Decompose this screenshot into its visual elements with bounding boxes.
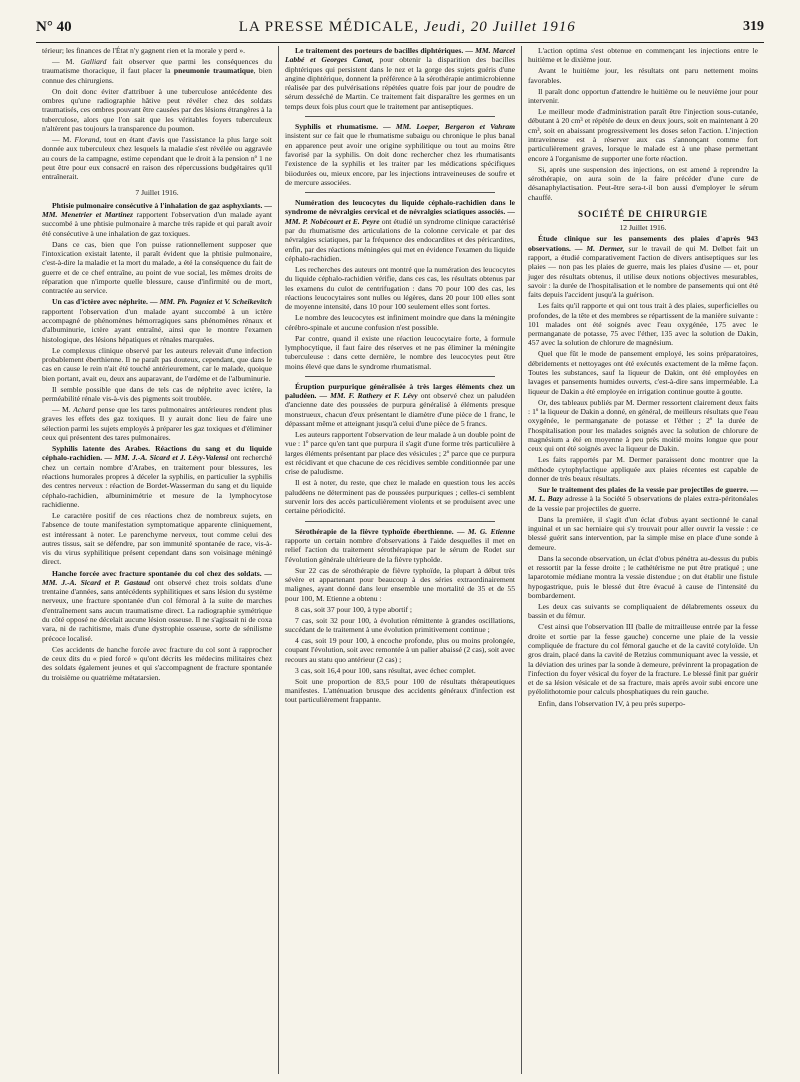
paragraph: Ces accidents de hanche forcée avec fracture du col sont à rapprocher de ceux dits du « pied forcé » qu'ont décrits les médecins militaires chez des soldats également jeunes et qui s'accompagnent de fracture spontanée du troisième ou quatrième métatarsien.	[42, 644, 272, 682]
article-heading: Syphilis et rhumatisme. — MM. Loeper, Bergeron et Vahram insistent sur ce fait que le rhumatisme subaigu ou chronique le plus banal en apparence peut avoir une origine syphilitique ou tout au moins être favorisé par la syphilis. On doit donc rechercher chez les rhumatisants l'existence de la syphilis et les traiter par les médications spécifiques biiodurées ou, mieux encore, par les injections intraveineuses de soufre et de mercure associées.	[285, 122, 516, 187]
paragraph: Il paraît donc opportun d'attendre le huitième ou le neuvième jour pour intervenir.	[528, 86, 758, 106]
paragraph: Quel que fût le mode de pansement employé, les soins préparatoires, débridements et nettoyages ont été exécutés exactement de la même façon. Toutes les substances, sauf la liqueur de Dakin, ont été employées en lavages et pansements humides ouverts, c'est-à-dire sans imperméable. La liqueur de Dakin a été employée en irrigation continue goutte à goutte.	[528, 349, 758, 396]
article-heading: Syphilis latente des Arabes. Réactions du sang et du liquide céphalo-rachidien. — MM. J.-A. Sicard et J. Lévy-Valensi ont recherché chez un certain nombre d'Arabes, en traitement pour blessures, les réactions humorales propres à déceler la syphilis, en particulier la syphilis des centres nerveux : réaction de Bordet-Wasserman du sang et du liquide céphalo-rachidien, albuminimétrie et mesure de la lymphocytose rachidienne.	[42, 444, 272, 509]
article-heading: Sur le traitement des plaies de la vessie par projectiles de guerre. — M. L. Bazy adresse à la Société 5 observations de plaies extra-péritonéales de la vessie par projectiles de guerre.	[528, 485, 759, 513]
paragraph: — M. Galliard fait observer que parmi les conséquences du traumatisme thoracique, il faut placer la pneumonie traumatique, bien connue des chirurgiens.	[42, 57, 273, 85]
column-1	[36, 46, 278, 1074]
column-2	[278, 46, 521, 1074]
paragraph: Soit une proportion de 83,5 pour 100 de résultats thérapeutiques manifestes. L'atténuation brusque des accidents généraux d'infection est tout particulièrement frappante.	[285, 676, 515, 705]
article-heading: Sérothérapie de la fièvre typhoïde éberthienne. — M. G. Etienne rapporte un certain nombre d'observations à l'aide desquelles il met en relief l'action du traitement sérothérapique par le sérum de Rodet sur l'évolution générale ultérieure de la fièvre typhoïde.	[285, 526, 515, 564]
paragraph: L'action optima s'est obtenue en commençant les injections entre le huitième et le dixième jour.	[528, 46, 758, 65]
divider	[305, 376, 495, 377]
article-heading: Phtisie pulmonaire consécutive à l'inhalation de gaz asphyxiants. — MM. Menetrier et Martinez rapportent l'observation d'un malade ayant succombé à une phtisie pulmonaire à marche très rapide et qui paraît avoir été consécutive à une inhalation de gaz toxiques.	[42, 200, 272, 238]
paragraph: Or, des tableaux publiés par M. Dermer ressortent clairement deux faits : 1º la liqueur de Dakin a donné, en général, de meilleurs résultats que l'eau oxygénée, le permanganate de potasse et l'éther ; 2º la durée de l'hospitalisation pour les malades soignés avec la solution de chlorure de magnésium a été en moyenne à peu près moitié moins longue que pour ceux qui ont été soignés avec la liqueur de Dakin.	[528, 397, 758, 454]
journal-name: LA PRESSE MÉDICALE,	[238, 18, 420, 35]
article-heading: Le traitement des porteurs de bacilles diphtériques. — MM. Marcel Labbé et Georges Canat, pour obtenir la disparition des bacilles diphtériques qui persistent dans le nez et la gorge des sujets guéris d'une angine diphtérique, donnent la préférence à la sérothérapie antimicrobienne réalisée par des pulvérisations répétées quatre fois par jour de poudre de sérum desséché de Martin. Ce traitement fait disparaître les germes en un temps deux fois plus court que le traitement par antiseptiques.	[285, 46, 515, 111]
paragraph: Les faits rapportés par M. Dermer paraissent donc montrer que la méthode cytophylactique appliquée aux plaies récentes est capable de donner de très beaux résultats.	[528, 455, 758, 483]
divider	[305, 192, 495, 193]
column-3	[521, 46, 764, 1074]
paragraph: Les auteurs rapportent l'observation de leur malade à un double point de vue : 1º parce qu'en tant que purpura il s'agit d'une forme très particulière à larges éléments présentant par place des vésicules ; 2º parce que ce purpura est récidivant et que chacune de ces récidives semble conditionnée par une crise de paludisme.	[285, 430, 515, 477]
article-heading: Éruption purpurique généralisée à très larges éléments chez un paludéen. — MM. F. Rathery et F. Lévy ont observé chez un paludéen d'ancienne date des poussées de purpura généralisé à éléments presque monstrueux, chacun d'eux présentant le diamètre d'une pièce de 1 franc, le dépassant même et atteignant jusqu'à celui d'une pièce de 5 francs.	[285, 381, 515, 429]
paragraph: C'est ainsi que l'observation III (balle de mitrailleuse entrée par la fesse droite et sortie par la fesse gauche) concerne une plaie de la vessie compliquée de fracture du col fémoral gauche et de la cavité cotyloïde. Un gros drain, placé dans la cavité de Retzius communiquant avec la vessie, et la déviation des urines par la sonde à demeure, prévinrent la propagation de l'infection du foyer vésical du foyer de la fracture. Le blessé finit par guérir et de sa lésion vésicale et de sa fracture, mais après avoir subi encore une pyélolithotomie pour calculs phosphatiques du rein gauche.	[528, 622, 758, 697]
paragraph: Le complexus clinique observé par les auteurs relevait d'une infection probablement éberthienne. Il ne paraît pas douteux, cependant, que dans le cas en cause le rein n'ait été touché antérieurement, car le malade, quoique bien portant, avait eu, deux ans auparavant, de l'œdème et de l'albuminurie.	[42, 345, 272, 383]
list-item: 7 cas, soit 32 pour 100, à évolution rémittente à grandes oscillations, succédant de le traitement à une évolution primitivement continue ;	[285, 615, 515, 634]
paragraph: Le nombre des leucocytes est infiniment moindre que dans la méningite cérébro-spinale et aucune confusion n'est possible.	[285, 313, 515, 332]
paragraph: térieur; les finances de l'État n'y gagnent rien et la morale y perd ».	[42, 46, 246, 55]
society-date: 12 Juillet 1916.	[619, 223, 667, 233]
list-item: 8 cas, soit 37 pour 100, à type abortif ;	[295, 604, 413, 614]
journal-title	[239, 19, 576, 36]
list-item: 4 cas, soit 19 pour 100, à encoche profonde, plus ou moins prolongée, coupant l'évolution, soit avec remontée à un palier abaissé (2 cas), soit avec recours au statu quo antérieur (2 cas) ;	[285, 636, 515, 664]
section-date: 7 Juillet 1916.	[135, 187, 179, 197]
issue-number: N° 40	[36, 18, 72, 35]
paragraph: Sur 22 cas de sérothérapie de fièvre typhoïde, la plupart à début très sévère et appartenant pour beaucoup à des séries extraordinairement malignes, ayant donné dans leur ensemble une mortalité de 35 et de 55 pour 100, M. Etienne a obtenu :	[285, 565, 515, 603]
paragraph: Le caractère positif de ces réactions chez de nombreux sujets, en l'absence de toute manifestation symptomatique apparente cliniquement, est intéressant à noter. Le parenchyme nerveux, tout comme celui des autres tissus, sait se défendre, par son immunité spontanée de race, vis-à-vis du virus syphilitique présent cependant dans son voisinage méningé direct.	[42, 510, 272, 567]
paragraph: — M. Achard pense que les tares pulmonaires antérieures rendent plus graves les effets des gaz toxiques. Il y aurait donc lieu de faire une sélection parmi les sujets employés à préparer les gaz toxiques et d'éliminer ceux qui présentent des tares pulmonaires.	[42, 405, 272, 442]
page-header	[36, 12, 764, 43]
paragraph: Il semble possible que dans de tels cas de néphrite avec ictère, la perméabilité rénale vis-à-vis des pigments soit troublée.	[42, 384, 272, 403]
paragraph: Dans la première, il s'agit d'un éclat d'obus ayant sectionné le canal inguinal et un sac herniaire qui s'y trouvait pour aller ouvrir la vessie : ce blessé guérit sans intervention, par la simple mise en place d'une sonde à demeure.	[528, 514, 758, 552]
heading-rule	[623, 220, 663, 221]
page-number: 319	[742, 19, 764, 34]
issue-date: Jeudi, 20 Juillet 1916	[423, 18, 576, 35]
society-heading: SOCIÉTÉ DE CHIRURGIE	[577, 208, 709, 219]
columns	[36, 46, 764, 1074]
paragraph: Il est à noter, du reste, que chez le malade en question tous les accès paludéens ne déterminent pas de poussées purpuriques ; celles-ci semblent survenir lors des accès particulièrement violents et se produisent avec une certaine périodicité.	[285, 478, 515, 516]
paragraph: Avant le huitième jour, les résultats ont paru nettement moins favorables.	[528, 66, 758, 85]
article-heading: Étude clinique sur les pansements des plaies d'après 943 observations. — M. Dermer, sur le travail de qui M. Delbet fait un rapport, a étudié comparativement l'action de divers antiseptiques sur les plaies — non pas les plaies de guerre, mais les plaies d'usine — et, pour juger des résultats obtenus, il utilise deux notions objectives mesurables, savoir : la durée de l'hospitalisation et le nombre de pansements qui ont été faits depuis l'accident jusqu'à la guérison.	[528, 234, 759, 300]
paragraph: Le meilleur mode d'administration paraît être l'injection sous-cutanée, débutant à 20 cm³ et répétée de deux en deux jours, soit en maintenant à 20 cm³, soit en abaissant progressivement les doses selon l'action. L'injection intraveineuse est à réserver aux cas s'annonçant comme fort particulièrement graves, lorsque le malade est à une phase permettant encore à l'organisme de supporter une forte réaction.	[528, 107, 758, 163]
article-heading: Numération des leucocytes du liquide céphalo-rachidien dans le syndrome de névralgies cervical et de névralgies sciatiques associés. — MM. P. Nobécourt et E. Peyre ont étudié un syndrome clinique caractérisé par du rhumatisme des articulations de la colonne cervicale et par des névralgies sciatiques, par la fréquence des endocardites et des péricardites, enfin, par des réactions méningées qui met en évidence l'examen du liquide céphalo-rachidien.	[285, 198, 515, 263]
paragraph: Dans la seconde observation, un éclat d'obus pénétra au-dessus du pubis et ressortit par la fesse droite ; le cathétérisme ne put être pratiqué ; une laparotomie médiane montra la vessie distendue ; on dut établir une fistule hypogastrique, puis le blessé dut être évacué à cause de l'intensité du bombardement.	[528, 553, 758, 600]
paragraph: Dans ce cas, bien que l'on puisse rationnellement supposer que l'intoxication existait latente, il paraît évident que la phtisie pulmonaire, c'est-à-dire la maladie et la mort du malade, a été la conséquence du fait de guerre et de ce chef entraîne, au point de vue social, les mêmes droits de réparation que n'importe quelle blessure, cause d'infirmité ou de mort, contractée au service.	[42, 239, 272, 296]
paragraph: — M. Florand, tout en étant d'avis que l'assistance la plus large soit donnée aux tuberculeux chez lesquels la maladie s'est révélée ou aggravée au cours de la campagne, estime cependant que le droit à la pension nº 1 ne peut être pour eux consacré en raison des répercussions budgétaires qu'il entraînerait.	[42, 135, 272, 182]
divider	[305, 521, 495, 522]
article-heading: Un cas d'ictère avec néphrite. — MM. Ph. Pagniez et V. Scheikevitch rapportent l'observation d'un malade ayant succombé à un ictère accompagné de phénomènes hémorragiques sans phénomènes rénaux et d'albuminurie, ictère ayant entraîné, ainsi que le montre l'examen histologique, des lésions hépatiques et rénales marquées.	[42, 297, 272, 344]
paragraph: Si, après une suspension des injections, on est amené à reprendre la sérothérapie, on aura soin de la faire précéder d'une cure de désanaphylactisation. Peut-être sera-t-il bon aussi d'employer le sérum chauffé.	[528, 164, 758, 202]
article-heading: Hanche forcée avec fracture spontanée du col chez des soldats. — MM. J.-A. Sicard et P. Gastaud ont observé chez trois soldats d'une trentaine d'années, sans antécédents syphilitiques et sans lésion du système nerveux, une fracture spontanée d'un col fémoral à la suite de marches d'entraînement sans aucun traumatisme direct. La radiographie symétrique du côté opposé ne décelait aucune lésion osseuse. Il ne s'agissait ni de coxa vara, ni de rachitisme, mais d'une dystrophie osseuse, sorte de sénilisme précoce localisé.	[42, 568, 273, 643]
divider	[305, 116, 495, 117]
paragraph: Les faits qu'il rapporte et qui ont tous trait à des plaies, superficielles ou profondes, de la tête et des membres se répartissent de la manière suivante : 101 malades ont été soignés avec l'eau oxygénée, 175 avec le permanganate de potasse, 75 avec l'éther, 135 avec la solution de Dakin, 457 avec la solution de chlorure de magnésium.	[528, 301, 758, 348]
paragraph: Les deux cas suivants se compliquaient de délabrements osseux du bassin et du fémur.	[528, 601, 758, 621]
paragraph: Les recherches des auteurs ont montré que la numération des leucocytes du liquide céphalo-rachidien vérifie, dans ces cas, les résultats obtenus par les examens du culot de centrifugation : dans 70 pour 100 des cas, les réactions leucocytaires sont nulles ou légères, dans 20 pour 100 elles sont de moyenne intensité, dans 10 pour 100 seulement elles sont fortes.	[285, 265, 515, 312]
paragraph: On doit donc éviter d'attribuer à une tuberculose antécédente des ombres qu'une radiographie hâtive peut révéler chez des soldats traumatisés, ces ombres pouvant être causées par des lésions étrangères à la tuberculose, alors que l'on sait que les véritables foyers tuberculeux n'altèrent pas toujours la transparence du poumon.	[42, 86, 272, 133]
paragraph: Enfin, dans l'observation IV, à peu près superpo-	[538, 698, 686, 708]
paragraph: Par contre, quand il existe une réaction leucocytaire forte, à formule lymphocytique, il faut faire des réserves et ne pas éliminer la méningite tuberculeuse : dans cette dernière, le nombre des leucocytes peut être moins élevé que dans le syndrome rhumatismal.	[285, 333, 515, 371]
list-item: 3 cas, soit 16,4 pour 100, sans résultat, avec échec complet.	[295, 665, 476, 675]
